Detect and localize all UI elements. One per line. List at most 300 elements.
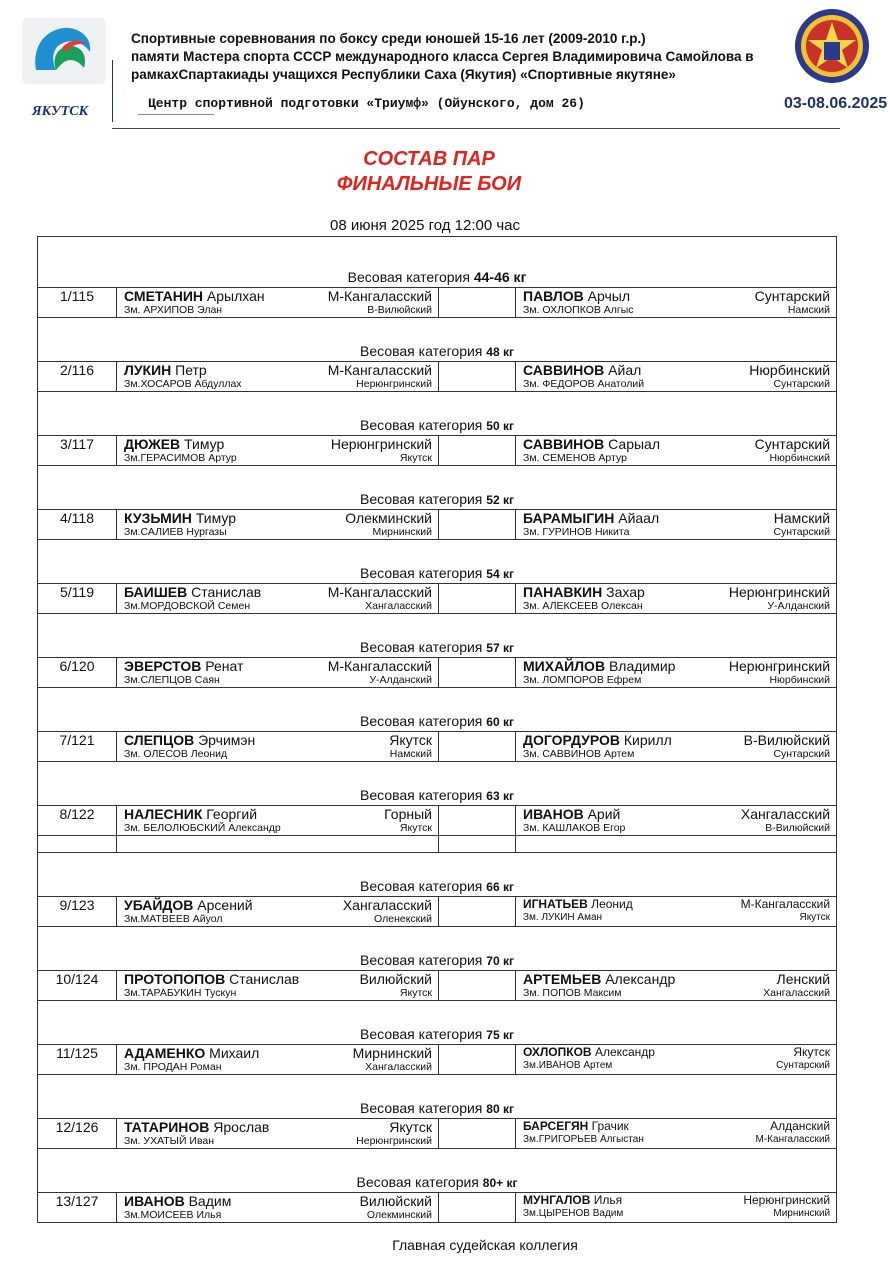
document-heading (0, 147, 858, 197)
boxer-firstname: Михаил (209, 1045, 260, 1061)
weight-category-cell (38, 466, 837, 510)
boxer-district: Хангаласский (342, 897, 432, 913)
left-corner-cell (117, 1119, 439, 1149)
boxer-surname: САВВИНОВ (523, 362, 605, 378)
right-corner-cell (516, 510, 837, 540)
weight-category-row (38, 392, 837, 436)
result-cell (439, 971, 516, 1001)
boxer-firstname: Георгий (206, 806, 258, 822)
coach-name: Зм.ТАРАБУКИН Тускун (124, 987, 237, 999)
coach-name: Зм. АРХИПОВ Элан (124, 304, 223, 316)
boxer-district: Намский (773, 510, 831, 526)
coach-line (523, 748, 830, 761)
bout-number: 2/116 (38, 362, 117, 392)
header-rule (112, 128, 840, 129)
boxer-name (124, 510, 236, 526)
result-cell (439, 1045, 516, 1075)
boxer-line (124, 584, 432, 600)
weight-category-label: Весовая категория (347, 269, 470, 285)
bout-row (38, 897, 837, 927)
boxer-name (124, 1119, 269, 1135)
boxer-line (523, 1045, 830, 1059)
empty-row (38, 836, 837, 853)
boxer-surname: УБАЙДОВ (124, 897, 194, 913)
bout-number: 5/119 (38, 584, 117, 614)
coach-line (523, 822, 830, 835)
bout-number: 10/124 (38, 971, 117, 1001)
boxer-district: Нюрбинский (749, 362, 831, 378)
heading-finals: ФИНАЛЬНЫЕ БОИ (336, 173, 522, 195)
boxer-district: Якутск (389, 732, 432, 748)
coach-name: Зм. ОЛЕСОВ Леонид (124, 748, 228, 760)
coach-name: Зм. АЛЕКСЕЕВ Олексан (523, 600, 643, 612)
coach-district: Оленекский (374, 913, 432, 925)
coach-line (523, 1207, 830, 1220)
boxer-district: Нерюнгринский (728, 658, 831, 674)
bouts-table (37, 236, 837, 1223)
weight-category-row (38, 318, 837, 362)
bout-datetime: 08 июня 2025 год 12:00 час (329, 217, 521, 234)
boxer-surname: ИВАНОВ (124, 1193, 185, 1209)
boxer-name (523, 658, 675, 674)
boxer-name (523, 897, 633, 911)
boxer-firstname: Ренат (205, 658, 244, 674)
coach-line (523, 987, 830, 1000)
boxer-firstname: Айал (608, 362, 642, 378)
coach-line (523, 304, 830, 317)
boxer-surname: ПАВЛОВ (523, 288, 584, 304)
weight-category-row (38, 1149, 837, 1193)
boxer-line (124, 288, 432, 304)
boxer-line (124, 806, 432, 822)
weight-category-label: Весовая категория (360, 565, 483, 581)
boxer-line (124, 510, 432, 526)
weight-category-row (38, 927, 837, 971)
coach-name: Зм. БЕЛОЛЮБСКИЙ Александр (124, 822, 281, 834)
right-corner-cell (516, 806, 837, 836)
coach-name: Зм. ФЕДОРОВ Анатолий (523, 378, 645, 390)
boxer-surname: ТАТАРИНОВ (124, 1119, 210, 1135)
boxer-name (124, 584, 261, 600)
boxer-surname: АДАМЕНКО (124, 1045, 206, 1061)
coach-name: Зм. ГУРИНОВ Никита (523, 526, 630, 538)
coach-line (124, 378, 432, 391)
right-corner-cell (516, 288, 837, 318)
coach-district: У-Алданский (369, 674, 432, 686)
boxer-surname: СЛЕПЦОВ (124, 732, 195, 748)
coach-name: Зм. ПРОДАН Роман (124, 1061, 222, 1073)
boxer-district: Сунтарский (754, 288, 831, 304)
coach-line (124, 987, 432, 1000)
spartakiad-logo (22, 18, 106, 84)
boxer-firstname: Арылхан (206, 288, 265, 304)
weight-category-label: Весовая категория (360, 1100, 483, 1116)
coach-name: Зм. ЛУКИН Аман (523, 912, 603, 923)
coach-district: Якутск (399, 987, 432, 999)
boxer-name (523, 288, 630, 304)
boxer-surname: ПРОТОПОПОВ (124, 971, 226, 987)
coach-district: Сунтарский (776, 1060, 831, 1071)
boxer-line (124, 1193, 432, 1209)
boxer-line (124, 1119, 432, 1135)
boxer-name (523, 971, 675, 987)
coach-line (523, 674, 830, 687)
boxer-firstname: Станислав (229, 971, 300, 987)
boxer-name (124, 971, 299, 987)
coach-line (523, 452, 830, 465)
weight-category-value: 57 кг (486, 641, 514, 655)
coach-district: У-Алданский (767, 600, 831, 612)
coach-line (124, 452, 432, 465)
boxer-surname: ИВАНОВ (523, 806, 584, 822)
left-corner-cell (117, 288, 439, 318)
boxer-name (124, 362, 207, 378)
boxer-name (124, 288, 265, 304)
coach-district: Намский (389, 748, 432, 760)
boxer-name (124, 1045, 259, 1061)
boxer-name (523, 510, 659, 526)
boxer-firstname: Эрчимэн (198, 732, 256, 748)
boxer-firstname: Леонид (591, 897, 633, 911)
left-corner-cell (117, 362, 439, 392)
weight-category-label: Весовая категория (360, 787, 483, 803)
left-corner-cell (117, 510, 439, 540)
boxer-district: Нерюнгринский (728, 584, 831, 600)
result-cell (439, 658, 516, 688)
boxer-district: Алданский (770, 1119, 831, 1133)
title-line: Спортивные соревнования по боксу среди юношей 15-16 лет (2009-2010 г.р.) (131, 31, 646, 46)
header-divider (112, 60, 113, 122)
coach-name: Зм.ГРИГОРЬЕВ Алгыстан (523, 1134, 644, 1145)
bout-row (38, 658, 837, 688)
bout-number: 12/126 (38, 1119, 117, 1149)
bout-row (38, 584, 837, 614)
coach-line (523, 911, 830, 924)
boxer-name (124, 436, 224, 452)
boxer-firstname: Илья (593, 1193, 623, 1207)
coach-name: Зм. ЛОМПОРОВ Ефрем (523, 674, 642, 686)
result-cell (439, 288, 516, 318)
boxer-line (124, 897, 432, 913)
coach-line (523, 600, 830, 613)
boxer-surname: НАЛЕСНИК (124, 806, 203, 822)
boxer-line (523, 897, 830, 911)
weight-category-cell (38, 614, 837, 658)
weight-category-cell (38, 237, 837, 288)
weight-category-cell (38, 1001, 837, 1045)
boxer-district: М-Кангаласский (327, 658, 432, 674)
coach-district: Олекминский (366, 1209, 432, 1221)
boxer-firstname: Тимур (184, 436, 225, 452)
coach-name: Зм. КАШЛАКОВ Егор (523, 822, 626, 834)
coach-line (124, 822, 432, 835)
coach-name: Зм.ИВАНОВ Артем (523, 1060, 613, 1071)
empty-cell (439, 836, 516, 853)
coach-name: Зм. УХАТЫЙ Иван (124, 1135, 215, 1147)
boxer-name (523, 1193, 622, 1207)
weight-category-value: 50 кг (486, 419, 514, 433)
coach-name: Зм.МОИСЕЕВ Илья (124, 1209, 222, 1221)
coach-line (124, 913, 432, 926)
coach-name: Зм.ХОСАРОВ Абдуллах (124, 378, 242, 390)
boxer-surname: ИГНАТЬЕВ (523, 897, 588, 911)
boxer-surname: ЭВЕРСТОВ (124, 658, 202, 674)
boxer-line (523, 1193, 830, 1207)
boxer-district: Хангаласский (740, 806, 831, 822)
boxer-line (523, 510, 830, 526)
left-corner-cell (117, 1193, 439, 1223)
weight-category-label: Весовая категория (360, 878, 483, 894)
venue: Центр спортивной подготовки «Триумф» (Ойунского, дом 26) (148, 96, 585, 111)
boxer-line (124, 1045, 432, 1061)
boxer-district: Вилюйский (359, 1193, 432, 1209)
left-corner-cell (117, 897, 439, 927)
result-cell (439, 1193, 516, 1223)
bout-number: 7/121 (38, 732, 117, 762)
boxer-firstname: Сарыал (608, 436, 661, 452)
weight-category-cell (38, 392, 837, 436)
weight-category-label: Весовая категория (360, 639, 483, 655)
boxer-name (523, 806, 620, 822)
boxer-line (124, 971, 432, 987)
result-cell (439, 362, 516, 392)
coach-line (124, 748, 432, 761)
bout-row (38, 288, 837, 318)
left-corner-cell (117, 658, 439, 688)
weight-category-value: 70 кг (486, 954, 514, 968)
coach-name: Зм.МАТВЕЕВ Айуол (124, 913, 223, 925)
boxer-name (523, 584, 645, 600)
boxer-district: Якутск (389, 1119, 432, 1135)
coach-district: Мирнинский (372, 526, 432, 538)
weight-category-row (38, 853, 837, 897)
boxer-name (523, 1119, 629, 1133)
right-corner-cell (516, 436, 837, 466)
empty-cell (38, 836, 117, 853)
weight-category-row (38, 1075, 837, 1119)
coach-line (523, 526, 830, 539)
boxer-district: Сунтарский (754, 436, 831, 452)
result-cell (439, 510, 516, 540)
sport-yakutians-emblem (794, 8, 870, 84)
bout-number: 9/123 (38, 897, 117, 927)
boxer-firstname: Захар (606, 584, 645, 600)
right-corner-cell (516, 1119, 837, 1149)
boxer-firstname: Александр (594, 1045, 655, 1059)
empty-cell (516, 836, 837, 853)
bout-number: 4/118 (38, 510, 117, 540)
weight-category-row (38, 540, 837, 584)
boxer-district: М-Кангаласский (740, 897, 831, 911)
result-cell (439, 584, 516, 614)
boxer-firstname: Станислав (191, 584, 262, 600)
boxer-name (124, 1193, 231, 1209)
weight-category-value: 60 кг (486, 715, 514, 729)
weight-category-cell (38, 318, 837, 362)
right-corner-cell (516, 658, 837, 688)
right-corner-cell (516, 584, 837, 614)
coach-district: Нерюнгринский (356, 378, 432, 390)
competition-title (131, 30, 754, 84)
boxer-firstname: Владимир (608, 658, 676, 674)
boxer-district: Нерюнгринский (743, 1193, 831, 1207)
boxer-surname: ЛУКИН (124, 362, 172, 378)
weight-category-label: Весовая категория (360, 343, 483, 359)
weight-category-cell (38, 688, 837, 732)
weight-category-cell (38, 762, 837, 806)
chief-judges-committee: Главная судейская коллегия (392, 1237, 578, 1253)
weight-category-value: 66 кг (486, 880, 514, 894)
boxer-district: Вилюйский (359, 971, 432, 987)
coach-name: Зм. СЕМЕНОВ Артур (523, 452, 627, 464)
right-corner-cell (516, 1193, 837, 1223)
coach-name: Зм.МОРДОВСКОЙ Семен (124, 600, 251, 612)
left-corner-cell (117, 436, 439, 466)
coach-district: Намский (787, 304, 831, 316)
weight-category-label: Весовая категория (360, 417, 483, 433)
boxer-line (523, 1119, 830, 1133)
boxer-district: Олекминский (345, 510, 432, 526)
weight-category-row (38, 614, 837, 658)
boxer-firstname: Вадим (188, 1193, 232, 1209)
boxer-line (523, 288, 830, 304)
boxer-name (523, 436, 660, 452)
boxer-district: В-Вилюйский (743, 732, 831, 748)
result-cell (439, 732, 516, 762)
bout-row (38, 1193, 837, 1223)
weight-category-label: Весовая категория (360, 713, 483, 729)
boxer-surname: АРТЕМЬЕВ (523, 971, 602, 987)
bout-row (38, 436, 837, 466)
weight-category-value: 80+ кг (482, 1176, 518, 1190)
boxer-line (124, 658, 432, 674)
boxer-line (523, 436, 830, 452)
coach-district: Хангаласский (365, 1061, 432, 1073)
boxer-line (124, 436, 432, 452)
boxer-line (523, 362, 830, 378)
coach-name: Зм. ОХЛОПКОВ Алгыс (523, 304, 634, 316)
boxer-district: М-Кангаласский (327, 584, 432, 600)
bout-number: 3/117 (38, 436, 117, 466)
weight-category-cell (38, 1075, 837, 1119)
boxer-line (523, 658, 830, 674)
boxer-firstname: Айаал (618, 510, 660, 526)
weight-category-row (38, 237, 837, 288)
boxer-name (523, 1045, 655, 1059)
heading-pairs: СОСТАВ ПАР (363, 148, 495, 170)
boxer-firstname: Кирилл (623, 732, 672, 748)
coach-district: Якутск (399, 452, 432, 464)
weight-category-value: 75 кг (486, 1028, 514, 1042)
coach-district: Нюрбинский (769, 674, 831, 686)
bout-row (38, 732, 837, 762)
bout-number: 11/125 (38, 1045, 117, 1075)
weight-category-row (38, 762, 837, 806)
title-line: рамкахСпартакиады учащихся Республики Саха (Якутия) «Спортивные якутяне» (131, 67, 676, 82)
boxer-name (124, 897, 253, 913)
coach-line (523, 1059, 830, 1072)
coach-line (124, 526, 432, 539)
right-corner-cell (516, 1045, 837, 1075)
boxer-district: Ленский (776, 971, 831, 987)
coach-line (523, 378, 830, 391)
weight-category-value: 54 кг (486, 567, 514, 581)
bout-number: 1/115 (38, 288, 117, 318)
bout-number: 13/127 (38, 1193, 117, 1223)
coach-name: Зм.САЛИЕВ Нургазы (124, 526, 227, 538)
right-corner-cell (516, 897, 837, 927)
weight-category-label: Весовая категория (360, 952, 483, 968)
venue-underline (138, 114, 214, 115)
result-cell (439, 1119, 516, 1149)
boxer-surname: ПАНАВКИН (523, 584, 603, 600)
coach-line (124, 600, 432, 613)
boxer-line (124, 732, 432, 748)
right-corner-cell (516, 362, 837, 392)
coach-district: Якутск (799, 912, 831, 923)
coach-district: Нерюнгринский (356, 1135, 432, 1147)
coach-name: Зм. ПОПОВ Максим (523, 987, 622, 999)
coach-line (124, 1135, 432, 1148)
boxer-surname: ДОГОРДУРОВ (523, 732, 620, 748)
boxer-name (523, 362, 641, 378)
coach-district: Хангаласский (763, 987, 831, 999)
boxer-firstname: Арчыл (587, 288, 630, 304)
boxer-firstname: Петр (175, 362, 207, 378)
coach-line (124, 1209, 432, 1222)
weight-category-cell (38, 1149, 837, 1193)
weight-category-label: Весовая категория (360, 491, 483, 507)
empty-cell (117, 836, 439, 853)
weight-category-value: 52 кг (486, 493, 514, 507)
right-corner-cell (516, 971, 837, 1001)
coach-district: Сунтарский (773, 378, 831, 390)
competition-dates: 03-08.06.2025 (784, 95, 888, 112)
coach-district: Сунтарский (773, 748, 831, 760)
boxer-line (124, 362, 432, 378)
weight-category-value: 63 кг (486, 789, 514, 803)
bout-row (38, 362, 837, 392)
boxer-firstname: Тимур (195, 510, 236, 526)
boxer-firstname: Ярослав (213, 1119, 270, 1135)
boxer-surname: ДЮЖЕВ (124, 436, 181, 452)
boxer-surname: МУНГАЛОВ (523, 1193, 591, 1207)
weight-category-cell (38, 853, 837, 897)
bout-row (38, 1045, 837, 1075)
boxer-district: М-Кангаласский (327, 288, 432, 304)
result-cell (439, 806, 516, 836)
result-cell (439, 897, 516, 927)
boxer-name (124, 658, 243, 674)
boxer-name (124, 732, 255, 748)
bout-number: 6/120 (38, 658, 117, 688)
left-corner-cell (117, 1045, 439, 1075)
boxer-line (523, 971, 830, 987)
boxer-name (124, 806, 257, 822)
left-corner-cell (117, 732, 439, 762)
boxer-district: Мирнинский (352, 1045, 432, 1061)
boxer-surname: ОХЛОПКОВ (523, 1045, 592, 1059)
bout-number: 8/122 (38, 806, 117, 836)
weight-category-row (38, 688, 837, 732)
weight-category-cell (38, 540, 837, 584)
coach-district: Нюрбинский (769, 452, 831, 464)
boxer-line (523, 584, 830, 600)
bout-row (38, 510, 837, 540)
title-line: памяти Мастера спорта СССР международного класса Сергея Владимировича Самойлова в (131, 49, 754, 64)
bout-row (38, 1119, 837, 1149)
boxer-name (523, 732, 672, 748)
